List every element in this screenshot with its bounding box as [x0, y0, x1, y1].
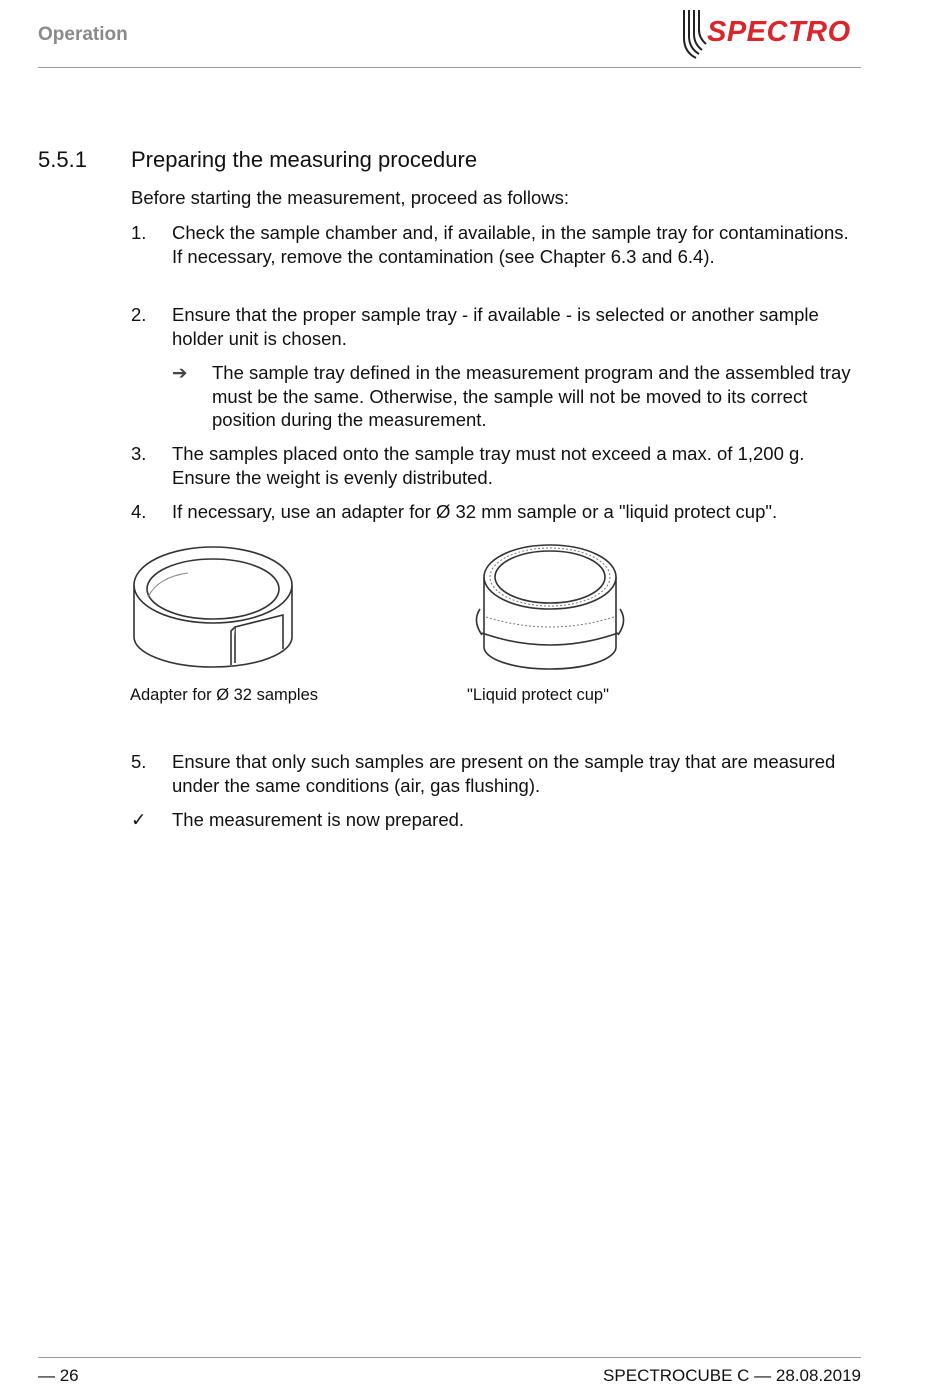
header-divider [38, 67, 861, 68]
step-4 [131, 500, 861, 524]
header-section-title: Operation [38, 24, 128, 45]
step-text: Ensure that the proper sample tray - if available - is selected or another sample holder unit is chosen. [172, 304, 819, 349]
step-number: 5. [131, 751, 147, 772]
spectro-logo [680, 8, 862, 62]
section-title: Preparing the measuring procedure [131, 147, 478, 172]
step-3 [131, 442, 861, 489]
step-text: If necessary, use an adapter for Ø 32 mm sample or a "liquid protect cup". [172, 501, 778, 522]
liquid-protect-cup-illustration [466, 537, 636, 677]
step-number: 3. [131, 443, 147, 464]
step-1 [131, 221, 861, 268]
step-number: 4. [131, 501, 147, 522]
intro-text: Before starting the measurement, proceed as follows: [131, 187, 570, 208]
section-number: 5.5.1 [38, 147, 87, 172]
step-2 [131, 303, 861, 350]
figure-caption-adapter: Adapter for Ø 32 samples [130, 686, 319, 704]
footer-divider [38, 1357, 861, 1358]
logo-wordmark: SPECTRO [707, 16, 851, 48]
page-number: — 26 [38, 1366, 79, 1385]
result-arrow-icon: ➔ [172, 362, 188, 383]
step-number: 1. [131, 222, 147, 243]
adapter-illustration [128, 537, 298, 677]
conclusion-text: The measurement is now prepared. [172, 809, 465, 830]
figure-caption-cup: "Liquid protect cup" [467, 686, 609, 704]
step-text: Check the sample chamber and, if available, in the sample tray for contaminations. If necessary, remove the contamination (see Chapter 6.3 and 6.4). [172, 222, 849, 267]
step-5 [131, 750, 861, 797]
step-number: 2. [131, 304, 147, 325]
checkmark-icon: ✓ [131, 809, 147, 830]
document-title-date: SPECTROCUBE C — 28.08.2019 [603, 1366, 861, 1385]
conclusion [131, 808, 861, 832]
step-text: The samples placed onto the sample tray must not exceed a max. of 1,200 g. Ensure the weight is evenly distributed. [172, 443, 805, 488]
result-text: The sample tray defined in the measurement program and the assembled tray must be the same. Otherwise, the sample will not be moved to its correct position during the measurement. [212, 362, 851, 430]
step-2-result [172, 361, 862, 432]
step-text: Ensure that only such samples are present on the sample tray that are measured under the same conditions (air, gas flushing). [172, 751, 836, 796]
spectro-logo-mark-icon [680, 8, 710, 62]
